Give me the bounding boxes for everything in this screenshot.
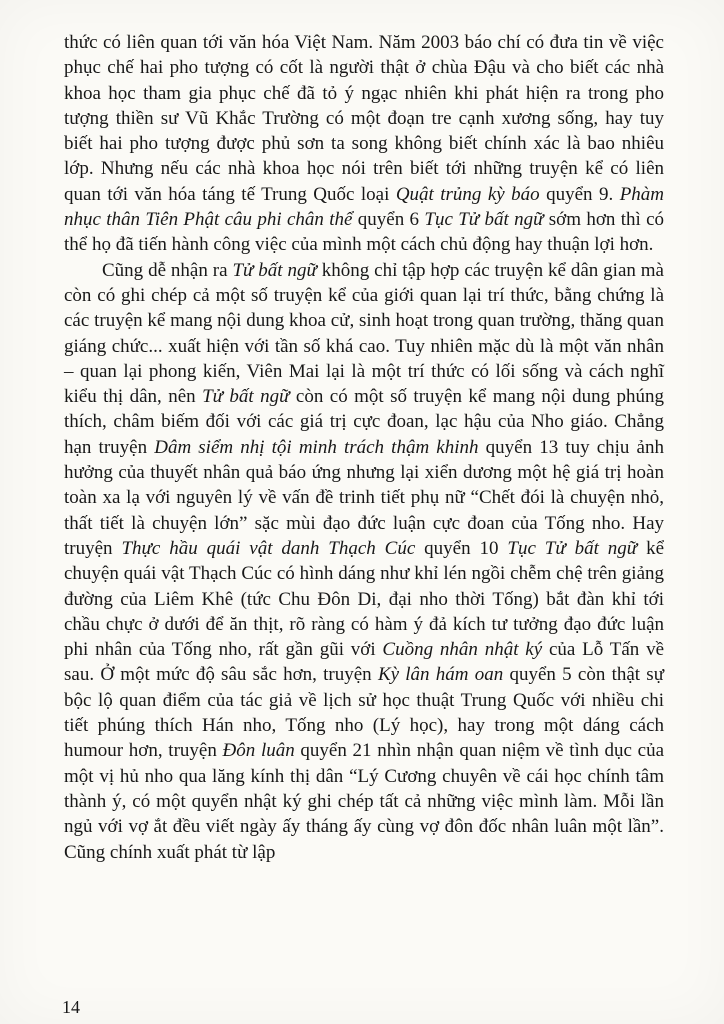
book-title-text: Quật trủng kỳ báo [395, 183, 540, 205]
body-text: Cũng dễ nhận ra [102, 259, 233, 281]
body-text: quyển 13 tuy chịu ảnh hưởng của thuyết nhân quả báo ứng nhưng lại xiển dương một hệ giá trị hoàn toàn xa lạ với nguyên lý về vấn đề trinh tiết phụ nữ “Chết đói là chuyện nhỏ, thất tiết là chuyện lớn” sặc mùi đạo đức luận cực đoan của Tống nho. Hay truyện [64, 436, 664, 559]
book-title-text: Tục Tử bất ngữ [507, 537, 638, 559]
book-title-text: Tử bất ngữ [232, 259, 317, 281]
body-text: quyển 21 nhìn nhận quan niệm về tình dục của một vị hủ nho qua lăng kính thị dân “Lý Cương chuyên về cái học chính tâm thành ý, có một quyển nhật ký ghi chép tất cả những việc mình làm. Mỗi lần ngủ với vợ ắt đều viết ngày ấy tháng ấy cùng vợ đôn đốc nhân luân một lần”. Cũng chính xuất phát từ lập [64, 740, 665, 863]
body-text: quyển 9. [539, 183, 620, 205]
book-title-text: Tử bất ngữ [202, 386, 290, 408]
book-title-text: Thực hầu quái vật danh Thạch Cúc [121, 537, 416, 559]
body-text: còn có một số truyện kể mang nội dung phúng thích, châm biếm đối với các giá trị cực đoan, lạc hậu của Nho giáo. Chẳng hạn truyện [64, 386, 664, 458]
book-title-text: Cuồng nhân nhật ký [382, 639, 543, 661]
body-text: quyển 10 [415, 537, 508, 559]
body-text: thức có liên quan tới văn hóa Việt Nam. Năm 2003 báo chí có đưa tin về việc phục chế hai pho tượng có cốt là người thật ở chùa Đậu và cho biết các nhà khoa học tham gia phục chế đã tỏ ý ngạc nhiên khi phát hiện ra trong pho tượng thiền sư Vũ Khắc Trường có một đoạn tre cạnh xương sống, hay tuy biết hai pho tượng được phủ sơn ta song không biết chính xác là bao nhiêu lớp. Nhưng nếu các nhà khoa học nói trên biết tới những truyện kể có liên quan tới văn hóa táng tế Trung Quốc loại [64, 32, 664, 205]
paragraph [64, 258, 664, 865]
body-text: kể chuyện quái vật Thạch Cúc có hình dáng như khỉ lén ngồi chễm chệ trên giảng đường của Liêm Khê (tức Chu Đôn Di, đại nho thời Tống) bắt đàn khỉ tới chầu chực ở dưới để ăn thịt, rõ ràng có hàm ý đả kích tư tưởng đạo đức luận phi nhân của Tống nho, rất gần gũi với [64, 537, 665, 661]
body-text: quyển 6 [352, 209, 425, 231]
book-title-text: Dâm siểm nhị tội minh trách thậm khinh [154, 436, 479, 458]
body-text: của Lỗ Tấn về sau. Ở một mức độ sâu sắc hơn, truyện [64, 639, 664, 686]
body-text: sớm hơn thì có thể họ đã tiến hành công việc của mình một cách chủ động hay thuận lợi hơn. [64, 209, 665, 256]
book-title-text: Tục Tử bất ngữ [424, 209, 544, 231]
paragraph [64, 30, 664, 258]
book-title-text: Đôn luân [222, 740, 295, 762]
body-text: không chỉ tập hợp các truyện kể dân gian mà còn có ghi chép cả một số truyện kể của giới quan lại trí thức, bằng chứng là các truyện kể mang nội dung khoa cử, sinh hoạt trong quan trường, thăng quan giáng chức... xuất hiện với tần số khá cao. Tuy nhiên mặc dù là một văn nhân – quan lại phong kiến, Viên Mai lại là một trí thức có lối sống và cách nghĩ kiểu thị dân, nên [64, 259, 664, 408]
page-number: 14 [62, 997, 80, 1017]
book-title-text: Kỳ lân hám oan [377, 664, 504, 686]
book-title-text: Phàm nhục thân Tiên Phật câu phi chân thể [64, 183, 665, 231]
page-text [64, 30, 664, 865]
body-text: quyển 5 còn thật sự bộc lộ quan điểm của tác giả về lịch sử học thuật Trung Quốc với nhiều chi tiết phúng thích Hán nho, Tống nho (Lý học), hay trong một dáng cách humour hơn, truyện [64, 664, 665, 762]
